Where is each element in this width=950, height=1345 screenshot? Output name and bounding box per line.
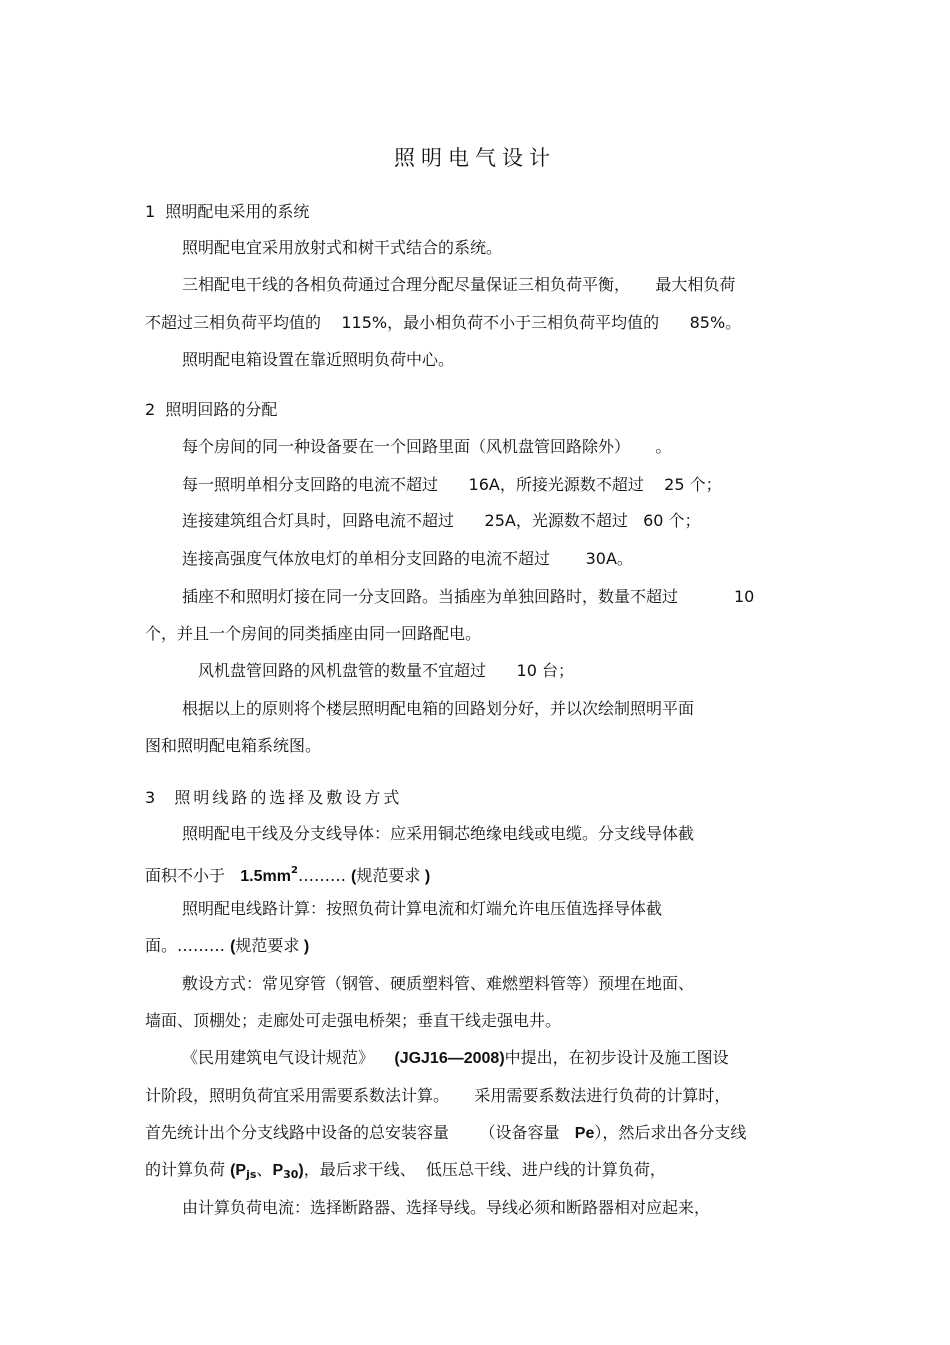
paragraph-line: 照明配电干线及分支线导体：应采用铜芯绝缘电线或电缆。分支线导体截 bbox=[182, 824, 695, 843]
paragraph-line: 不超过三相负荷平均值的 115%，最小相负荷不小于三相负荷平均值的 85%。 bbox=[145, 313, 742, 332]
paragraph-line: 个，并且一个房间的同类插座由同一回路配电。 bbox=[145, 624, 482, 643]
text-run: ( bbox=[230, 938, 236, 955]
text-run: ），然后求出各分支线 bbox=[594, 1123, 747, 1142]
text-run: 1.5mm bbox=[240, 868, 291, 885]
text-run: ) bbox=[420, 868, 431, 885]
paragraph-line: 连接高强度气体放电灯的单相分支回路的电流不超过 30A。 bbox=[182, 549, 633, 568]
paragraph-line: 敷设方式：常见穿管（钢管、硬质塑料管、难燃塑料管等）预埋在地面、 bbox=[182, 974, 695, 993]
section-heading: 3 照明线路的选择及敷设方式 bbox=[145, 788, 403, 807]
text-run: (JGJ16—2008) bbox=[394, 1050, 505, 1067]
text-run: ，最后求干线、 低压总干线、进户线的计算负荷， bbox=[303, 1160, 666, 1179]
text-run: ( bbox=[351, 868, 357, 885]
paragraph-line: 插座不和照明灯接在同一分支回路。当插座为单独回路时，数量不超过 10 bbox=[182, 587, 755, 606]
text-run: 面积不小于 bbox=[145, 866, 241, 885]
paragraph-line: 根据以上的原则将个楼层照明配电箱的回路划分好，并以次绘制照明平面 bbox=[182, 699, 695, 718]
text-run: 首先统计出个分支线路中设备的总安装容量 （设备容量 bbox=[145, 1123, 575, 1142]
text-run: 中提出，在初步设计及施工图设 bbox=[504, 1048, 729, 1067]
section-heading: 1 照明配电采用的系统 bbox=[145, 202, 310, 221]
page-title: 照明电气设计 bbox=[394, 146, 556, 170]
text-run: 的计算负荷 bbox=[145, 1160, 231, 1179]
text-run: ) bbox=[299, 938, 310, 955]
paragraph-line: 风机盘管回路的风机盘管的数量不宜超过 10 台； bbox=[198, 661, 574, 680]
paragraph-line: 每一照明单相分支回路的电流不超过 16A，所接光源数不超过 25 个； bbox=[182, 475, 722, 494]
paragraph-line: 照明配电箱设置在靠近照明负荷中心。 bbox=[182, 350, 455, 369]
text-run: ) bbox=[298, 1162, 304, 1179]
text-run: 面。……… bbox=[145, 936, 231, 955]
text-run: P bbox=[272, 1162, 284, 1179]
paragraph-line bbox=[182, 1048, 729, 1069]
text-run: 、 bbox=[256, 1160, 273, 1179]
superscript: 2 bbox=[290, 865, 298, 876]
paragraph-line: 由计算负荷电流：选择断路器、选择导线。导线必须和断路器相对应起来， bbox=[182, 1198, 711, 1217]
paragraph-line bbox=[145, 936, 309, 957]
paragraph-line: 三相配电干线的各相负荷通过合理分配尽量保证三相负荷平衡， 最大相负荷 bbox=[182, 275, 736, 294]
paragraph-line: 照明配电线路计算：按照负荷计算电流和灯端允许电压值选择导体截 bbox=[182, 899, 663, 918]
paragraph-line: 计阶段，照明负荷宜采用需要系数法计算。 采用需要系数法进行负荷的计算时， bbox=[145, 1086, 731, 1105]
text-run: (P bbox=[230, 1162, 247, 1179]
text-run: ……… bbox=[297, 866, 352, 885]
text-run: 规范要求 bbox=[235, 936, 300, 955]
subscript: 30 bbox=[283, 1168, 299, 1181]
paragraph-line: 照明配电宜采用放射式和树干式结合的系统。 bbox=[182, 238, 503, 257]
paragraph-line bbox=[145, 1123, 746, 1144]
paragraph-line bbox=[145, 861, 430, 887]
section-heading: 2 照明回路的分配 bbox=[145, 400, 278, 419]
text-run: Pe bbox=[574, 1125, 595, 1142]
paragraph-line: 图和照明配电箱系统图。 bbox=[145, 736, 322, 755]
text-run: 规范要求 bbox=[356, 866, 421, 885]
paragraph-line: 墙面、顶棚处；走廊处可走强电桥架；垂直干线走强电井。 bbox=[145, 1011, 562, 1030]
subscript: js bbox=[246, 1168, 257, 1181]
paragraph-line: 连接建筑组合灯具时，回路电流不超过 25A，光源数不超过 60 个； bbox=[182, 511, 701, 530]
paragraph-line: 每个房间的同一种设备要在一个回路里面（风机盘管回路除外） 。 bbox=[182, 437, 672, 456]
paragraph-line bbox=[145, 1160, 666, 1185]
text-run: 《民用建筑电气设计规范》 bbox=[182, 1048, 395, 1067]
